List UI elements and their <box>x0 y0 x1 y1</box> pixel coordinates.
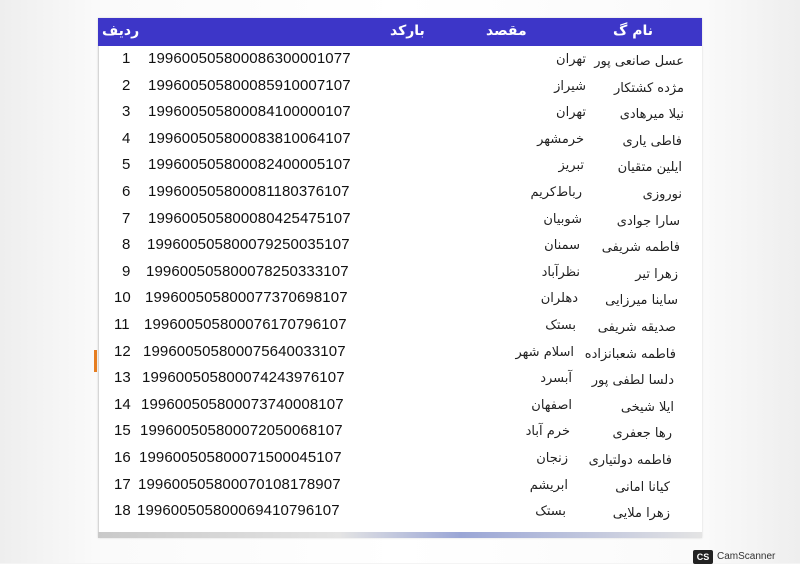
table-row[interactable] <box>98 339 702 366</box>
destination-cell[interactable]: بستک <box>545 317 576 333</box>
header-row-number[interactable]: ردیف <box>102 23 140 39</box>
name-cell[interactable]: زهرا ملایی <box>612 506 670 522</box>
name-cell[interactable]: زهرا تیر <box>635 266 678 282</box>
name-cell[interactable]: رها جعفری <box>612 426 672 442</box>
row-number: 14 <box>114 395 131 413</box>
table-row[interactable] <box>98 365 702 392</box>
destination-cell[interactable]: خرمشهر <box>537 131 584 147</box>
table-header <box>98 18 702 46</box>
destination-cell[interactable]: دهلران <box>540 291 578 307</box>
table-row[interactable] <box>98 179 702 206</box>
table-row[interactable] <box>98 312 702 339</box>
destination-cell[interactable]: تهران <box>556 52 586 67</box>
row-number: 9 <box>122 262 131 280</box>
table-row[interactable] <box>98 73 702 100</box>
name-cell[interactable]: صدیقه شریفی <box>597 319 676 335</box>
destination-cell[interactable]: تهران <box>556 105 586 121</box>
barcode-cell[interactable]: 199600505800080425475107 <box>148 209 351 227</box>
row-number: 6 <box>122 182 131 200</box>
name-cell[interactable]: عسل صانعی پور <box>594 54 684 69</box>
spreadsheet-sheet <box>98 18 702 538</box>
header-destination[interactable]: مقصد <box>486 23 527 39</box>
destination-cell[interactable]: سمنان <box>544 238 580 254</box>
barcode-cell[interactable]: 199600505800082400005107 <box>148 156 351 174</box>
camscanner-logo-icon: CS <box>693 550 713 564</box>
barcode-cell[interactable]: 199600505800077370698107 <box>145 289 348 307</box>
name-cell[interactable]: فاطمه شعبانزاده <box>584 346 676 362</box>
row-number: 10 <box>114 289 131 307</box>
destination-cell[interactable]: شوبیان <box>543 211 582 227</box>
row-number: 5 <box>122 156 131 174</box>
selection-marker <box>94 350 97 372</box>
barcode-cell[interactable]: 199600505800085910007107 <box>148 76 351 94</box>
barcode-cell[interactable]: 199600505800084100000107 <box>148 103 351 121</box>
row-number: 8 <box>122 236 131 254</box>
table-row[interactable] <box>98 418 702 445</box>
destination-cell[interactable]: شیراز <box>554 78 586 94</box>
barcode-cell[interactable]: 199600505800069410796107 <box>137 502 340 520</box>
barcode-cell[interactable]: 199600505800081180376107 <box>148 182 350 200</box>
row-number: 3 <box>122 103 131 121</box>
header-name[interactable]: نام گ <box>613 23 653 39</box>
table-row[interactable] <box>98 206 702 233</box>
destination-cell[interactable]: آبسرد <box>540 371 572 387</box>
row-number: 15 <box>114 422 131 440</box>
name-cell[interactable]: ایلین متقیان <box>617 160 682 176</box>
barcode-cell[interactable]: 199600505800073740008107 <box>141 395 344 413</box>
table-row[interactable] <box>98 232 702 259</box>
table-row[interactable] <box>98 152 702 179</box>
name-cell[interactable]: سارا جوادی <box>616 213 680 229</box>
destination-cell[interactable]: خرم آباد <box>525 424 570 440</box>
row-number: 2 <box>122 76 131 94</box>
barcode-cell[interactable]: 199600505800074243976107 <box>142 369 345 387</box>
row-number: 17 <box>114 475 131 493</box>
row-number: 12 <box>114 342 131 360</box>
row-number: 16 <box>114 448 131 466</box>
name-cell[interactable]: فاطی یاری <box>622 133 682 149</box>
name-cell[interactable]: ایلا شیخی <box>620 399 674 415</box>
barcode-cell[interactable]: 199600505800078250333107 <box>146 262 349 280</box>
row-header-divider <box>98 46 99 536</box>
table-row[interactable] <box>98 46 702 73</box>
barcode-cell[interactable]: 199600505800075640033107 <box>143 342 346 360</box>
barcode-cell[interactable]: 199600505800071500045107 <box>139 448 342 466</box>
table-row[interactable] <box>98 126 702 153</box>
barcode-cell[interactable]: 199600505800086300001077 <box>148 50 351 67</box>
barcode-cell[interactable]: 199600505800083810064107 <box>148 129 351 147</box>
destination-cell[interactable]: بستک <box>535 504 566 520</box>
barcode-cell[interactable]: 199600505800076170796107 <box>144 315 347 333</box>
row-number: 7 <box>122 209 131 227</box>
name-cell[interactable]: مژده کشتکار <box>614 80 684 96</box>
table-row[interactable] <box>98 99 702 126</box>
row-number: 18 <box>114 502 131 520</box>
name-cell[interactable]: کیانا امانی <box>615 479 670 495</box>
name-cell[interactable]: فاطمه دولتیاری <box>588 452 672 468</box>
destination-cell[interactable]: اصفهان <box>531 397 572 413</box>
name-cell[interactable]: فاطمه شریفی <box>601 240 680 256</box>
barcode-cell[interactable]: 199600505800072050068107 <box>140 422 343 440</box>
table-row[interactable] <box>98 498 702 525</box>
table-body <box>98 46 702 525</box>
row-number: 13 <box>114 369 131 387</box>
destination-cell[interactable]: تبریز <box>558 158 584 174</box>
name-cell[interactable]: نوروزی <box>642 186 682 202</box>
table-row[interactable] <box>98 285 702 312</box>
header-barcode[interactable]: بارکد <box>390 23 425 39</box>
name-cell[interactable]: ساینا میرزایی <box>605 293 678 309</box>
table-row[interactable] <box>98 392 702 419</box>
table-row[interactable] <box>98 445 702 472</box>
barcode-cell[interactable]: 199600505800079250035107 <box>147 236 350 254</box>
destination-cell[interactable]: نظرآباد <box>541 264 580 280</box>
table-row[interactable] <box>98 259 702 286</box>
destination-cell[interactable]: زنجان <box>536 450 568 466</box>
horizontal-scrollbar[interactable] <box>98 532 702 538</box>
watermark-text: CamScanner <box>717 551 776 562</box>
destination-cell[interactable]: رباط‌کریم <box>530 184 582 200</box>
table-row[interactable] <box>98 472 702 499</box>
name-cell[interactable]: نیلا میرهادی <box>619 107 684 123</box>
row-number: 1 <box>122 50 131 67</box>
destination-cell[interactable]: اسلام شهر <box>515 344 574 360</box>
name-cell[interactable]: دلسا لطفی پور <box>591 373 674 389</box>
barcode-cell[interactable]: 199600505800070108178907 <box>138 475 341 493</box>
destination-cell[interactable]: ابریشم <box>529 477 568 493</box>
row-number: 4 <box>122 129 131 147</box>
row-number: 11 <box>114 315 130 333</box>
